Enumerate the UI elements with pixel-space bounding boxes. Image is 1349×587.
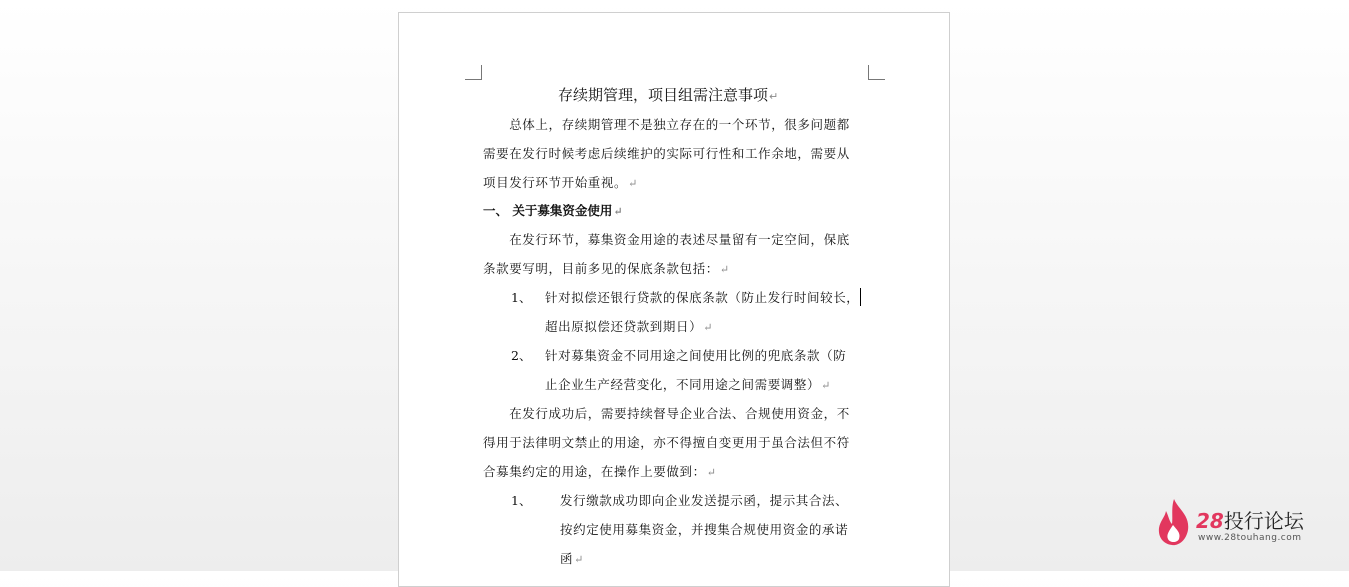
paragraph-mark-icon: ↵ bbox=[769, 90, 779, 103]
text-line: 合募集约定的用途，在操作上要做到：↵ bbox=[483, 464, 717, 479]
text-line: 项目发行环节开始重视。↵ bbox=[483, 175, 638, 190]
paragraph-mark-icon: ↵ bbox=[821, 379, 831, 392]
watermark-title: 28投行论坛 bbox=[1196, 509, 1304, 533]
text-line: 总体上，存续期管理不是独立存在的一个环节，很多问题都 bbox=[483, 117, 850, 132]
paragraph-mark-icon: ↵ bbox=[719, 263, 730, 276]
section-heading: 一、 关于募集资金使用↵ bbox=[483, 203, 623, 218]
list-number: 2、 bbox=[511, 348, 532, 363]
list-number: 1、 bbox=[511, 290, 532, 305]
watermark-url: www.28touhang.com bbox=[1198, 533, 1302, 543]
flame-icon bbox=[1156, 497, 1192, 547]
paragraph-mark-icon: ↵ bbox=[574, 553, 584, 566]
margin-corner-top-right bbox=[868, 65, 885, 80]
paragraph-mark-icon: ↵ bbox=[703, 321, 714, 334]
margin-corner-top-left bbox=[465, 65, 482, 80]
text-line: 得用于法律明文禁止的用途，亦不得擅自变更用于虽合法但不符 bbox=[483, 435, 850, 450]
text-line: 在发行成功后，需要持续督导企业合法、合规使用资金，不 bbox=[483, 406, 850, 421]
text-cursor bbox=[860, 288, 861, 306]
paragraph-mark-icon: ↵ bbox=[613, 205, 623, 218]
list-item-line: 止企业生产经营变化，不同用途之间需要调整）↵ bbox=[545, 377, 831, 392]
list-number: 1、 bbox=[511, 493, 532, 508]
list-item-line: 超出原拟偿还贷款到期日）↵ bbox=[545, 319, 714, 334]
text-line: 条款要写明，目前多见的保底条款包括：↵ bbox=[483, 261, 730, 276]
list-item-line: 按约定使用募集资金，并搜集合规使用资金的承诺 bbox=[560, 522, 849, 537]
paragraph-mark-icon: ↵ bbox=[628, 177, 638, 190]
document-page[interactable] bbox=[398, 12, 950, 587]
paragraph-mark-icon: ↵ bbox=[706, 466, 717, 479]
list-item-line: 针对拟偿还银行贷款的保底条款（防止发行时间较长， bbox=[545, 290, 860, 305]
text-line: 需要在发行时候考虑后续维护的实际可行性和工作余地，需要从 bbox=[483, 146, 850, 161]
list-item-line: 发行缴款成功即向企业发送提示函，提示其合法、 bbox=[560, 493, 849, 508]
document-title: 存续期管理，项目组需注意事项↵ bbox=[558, 86, 779, 104]
watermark-logo bbox=[1156, 497, 1326, 547]
list-item-line: 针对募集资金不同用途之间使用比例的兜底条款（防 bbox=[545, 348, 847, 363]
text-line: 在发行环节，募集资金用途的表述尽量留有一定空间，保底 bbox=[483, 232, 850, 247]
list-item-line: 函↵ bbox=[560, 551, 584, 566]
